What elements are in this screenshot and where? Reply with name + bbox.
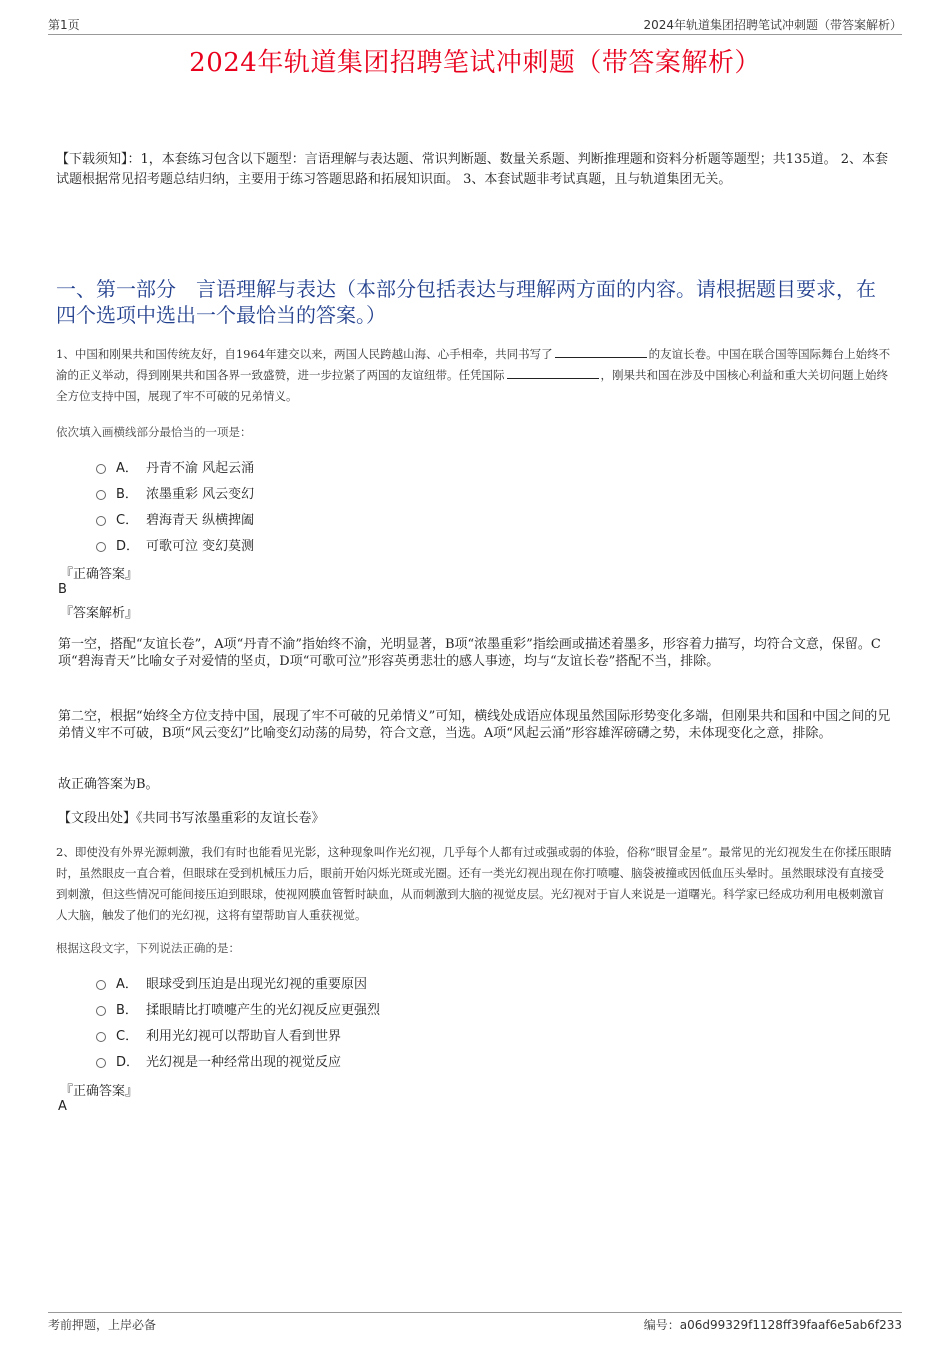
question-1-option-d[interactable]: D． 可歌可泣 变幻莫测 — [96, 531, 254, 557]
question-1-analysis-label: 『答案解析』 — [60, 606, 139, 621]
page-footer — [48, 1312, 902, 1335]
question-2-option-a[interactable]: A． 眼球受到压迫是出现光幻视的重要原因 — [96, 969, 380, 995]
question-1-analysis-2: 第二空，根据“始终全方位支持中国，展现了牢不可破的兄弟情义”可知，横线处成语应体现虽然国际形势变化多端，但刚果共和国和中国之间的兄弟情义牢不可破，B项“风云变幻”比喻变幻动荡的局势，符合文意，当选。A项“风起云涌”形容雄浑磅礴之势，未体现变化之意，排除。 — [58, 709, 891, 741]
question-1-text — [56, 344, 894, 407]
radio-button-icon[interactable] — [96, 1032, 106, 1042]
page-number: 第1页 — [48, 18, 80, 32]
radio-button-icon[interactable] — [96, 980, 106, 990]
question-1-text-part-a: 1、中国和刚果共和国传统友好，自1964年建交以来，两国人民跨越山海、心手相牵，共同书写了 — [56, 347, 553, 361]
question-2-answer: A — [58, 1099, 67, 1114]
question-1-option-a[interactable]: A． 丹青不渝 风起云涌 — [96, 453, 254, 479]
page-title: 2024年轨道集团招聘笔试冲刺题（带答案解析） — [189, 48, 761, 78]
question-1-answer-label: 『正确答案』 — [60, 567, 139, 582]
radio-button-icon[interactable] — [96, 1006, 106, 1016]
section-title: 一、第一部分 言语理解与表达（本部分包括表达与理解两方面的内容。请根据题目要求，在四个选项中选出一个最恰当的答案。） — [56, 277, 876, 327]
page-header — [48, 14, 902, 35]
question-1-blank-1 — [555, 345, 647, 358]
question-2-option-b[interactable]: B． 揉眼睛比打喷嚏产生的光幻视反应更强烈 — [96, 995, 380, 1021]
question-1-option-c[interactable]: C． 碧海青天 纵横捭阖 — [96, 505, 254, 531]
question-2-options — [96, 969, 380, 1073]
radio-button-icon[interactable] — [96, 490, 106, 500]
question-1-prompt: 依次填入画横线部分最恰当的一项是： — [56, 425, 252, 439]
question-1-answer: B — [58, 582, 67, 597]
question-1-blank-2 — [507, 366, 599, 379]
question-1-text-part-b: 的友谊长卷。中国在联合国等国际舞台上始终不渝的正义举动，得到刚果共和国各界一致盛赞，进一步拉紧了两国的友谊纽带。任凭国际 — [56, 347, 891, 382]
question-1-analysis-1: 第一空，搭配“友谊长卷”，A项“丹青不渝”指始终不渝，光明显著，B项“浓墨重彩”指绘画或描述着墨多，形容着力描写，均符合文意，保留。C项“碧海青天”比喻女子对爱情的坚贞，D项“可歌可泣”形容英勇悲壮的感人事迹，均与“友谊长卷”搭配不当，排除。 — [58, 637, 881, 669]
radio-button-icon[interactable] — [96, 1058, 106, 1068]
question-2-option-d[interactable]: D． 光幻视是一种经常出现的视觉反应 — [96, 1047, 380, 1073]
download-notice: 【下载须知】：1，本套练习包含以下题型：言语理解与表达题、常识判断题、数量关系题、判断推理题和资料分析题等题型；共135道。 2、本套试题根据常见招考题总结归纳，主要用于练习答题思路和拓展知识面。 3、本套试题非考试真题，且与轨道集团无关。 — [56, 152, 888, 187]
question-1-source: 【文段出处】《共同书写浓墨重彩的友谊长卷》 — [58, 811, 325, 826]
question-1-conclusion: 故正确答案为B。 — [58, 777, 159, 792]
header-doc-title: 2024年轨道集团招聘笔试冲刺题（带答案解析） — [643, 18, 902, 32]
question-2-prompt: 根据这段文字，下列说法正确的是： — [56, 941, 240, 955]
radio-button-icon[interactable] — [96, 516, 106, 526]
question-2-option-c[interactable]: C． 利用光幻视可以帮助盲人看到世界 — [96, 1021, 380, 1047]
question-1-text-part-c: ，刚果共和国在涉及中国核心利益和重大关切问题上始终全方位支持中国，展现了牢不可破的兄弟情义。 — [56, 368, 888, 403]
radio-button-icon[interactable] — [96, 542, 106, 552]
question-2-text: 2、即使没有外界光源刺激，我们有时也能看见光影，这种现象叫作光幻视，几乎每个人都有过或强或弱的体验，俗称“眼冒金星”。最常见的光幻视发生在你揉压眼睛时，虽然眼皮一直合着，但眼球在受到机械压力后，眼前开始闪烁光斑或光圈。还有一类光幻视出现在你打喷嚏、脑袋被撞或因低血压头晕时。虽然眼球没有直接受到刺激，但这些情况可能间接压迫到眼球，使视网膜血管暂时缺血，从而刺激到大脑的视觉皮层。光幻视对于盲人来说是一道曙光。科学家已经成功利用电极刺激盲人大脑，触发了他们的光幻视，这将有望帮助盲人重获视觉。 — [56, 845, 892, 922]
question-2-answer-label: 『正确答案』 — [60, 1084, 139, 1099]
footer-doc-id: 编号：a06d99329f1128ff39faaf6e5ab6f233 — [643, 1318, 902, 1332]
footer-slogan: 考前押题，上岸必备 — [48, 1318, 157, 1332]
question-1-options — [96, 453, 254, 557]
question-1-option-b[interactable]: B． 浓墨重彩 风云变幻 — [96, 479, 254, 505]
radio-button-icon[interactable] — [96, 464, 106, 474]
